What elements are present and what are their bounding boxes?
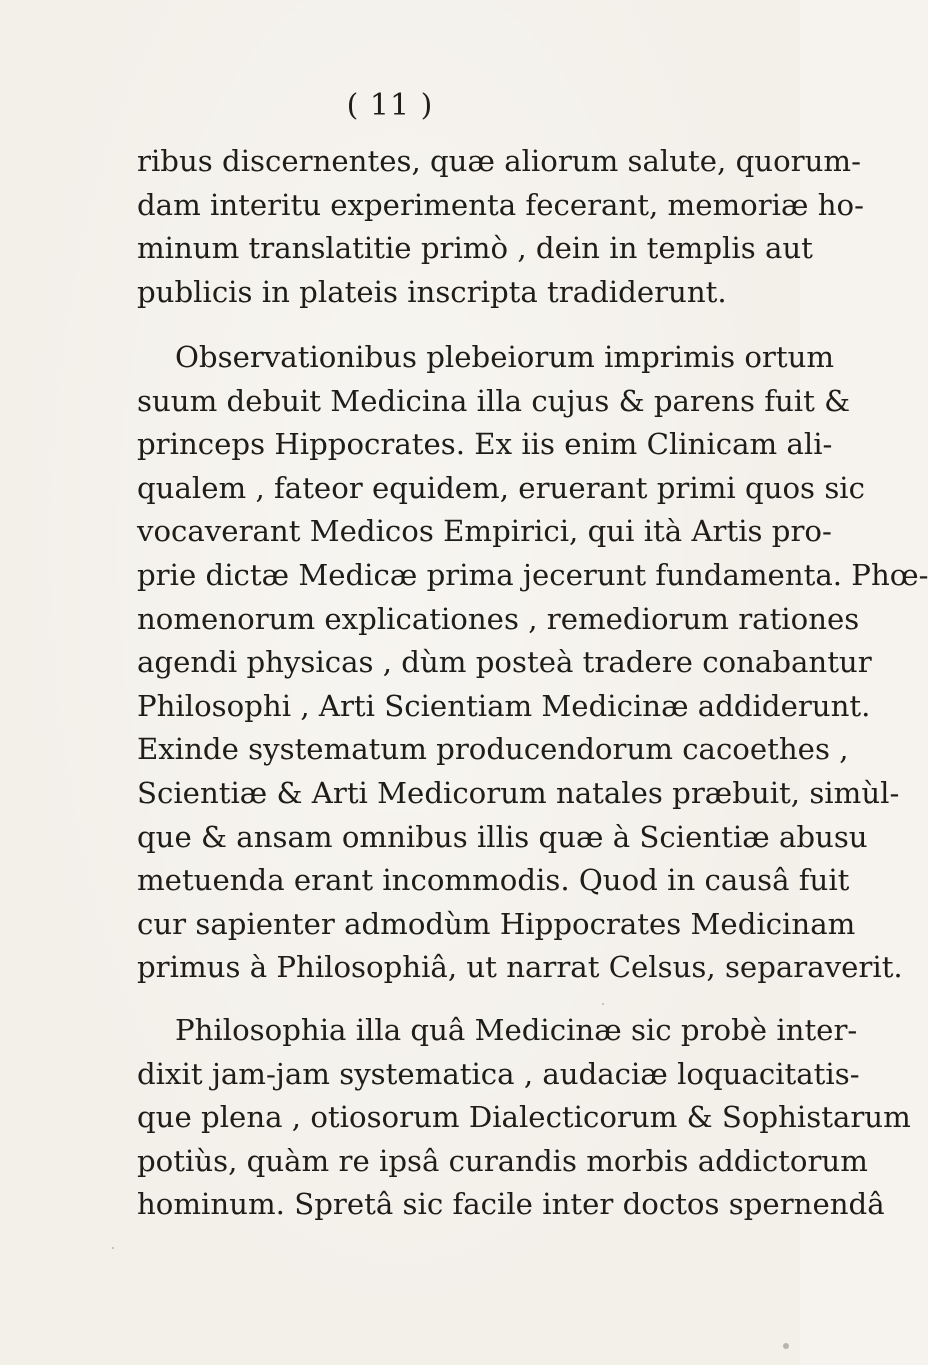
text-line: minum translatitie primò , dein in templis aut [137,231,813,266]
text-line: que & ansam omnibus illis quæ à Scientiæ abusu [137,819,868,854]
paragraph-3 [137,1009,911,1227]
text-line: agendi physicas , dùm posteà tradere conabantur [137,645,872,680]
text-line: ribus discernentes, quæ aliorum salute, quorum- [137,144,861,178]
text-line: vocaverant Medicos Empirici, qui ità Artis pro- [137,514,832,549]
paper-speck [783,1343,789,1349]
text-line: Philosophia illa quâ Medicinæ sic probè inter- [175,1013,858,1047]
text-line: que plena , otiosorum Dialecticorum & Sophistarum [137,1100,911,1135]
paragraph-1 [137,140,864,314]
text-line: metuenda erant incommodis. Quod in causâ fuit [137,863,850,898]
text-line: primus à Philosophiâ, ut narrat Celsus, separaverit. [137,950,903,985]
paper-speck [112,1247,114,1249]
paragraph-2 [137,336,928,990]
text-line: Scientiæ & Arti Medicorum natales præbuit, simùl- [137,775,900,810]
text-line: dixit jam-jam systematica , audaciæ loquacitatis- [137,1056,860,1091]
text-line: dam interitu experimenta fecerant, memoriæ ho- [137,187,864,222]
text-line: princeps Hippocrates. Ex iis enim Clinicam ali- [137,427,833,462]
text-line: potiùs, quàm re ipsâ curandis morbis addictorum [137,1143,868,1178]
text-line: Philosophi , Arti Scientiam Medicinæ addiderunt. [137,688,871,723]
text-line: Exinde systematum producendorum cacoethes , [137,732,849,767]
page-number: ( 11 ) [346,88,434,123]
text-line: qualem , fateor equidem, eruerant primi quos sic [137,470,865,505]
text-line: publicis in plateis inscripta tradiderunt. [137,274,727,309]
text-line: hominum. Spretâ sic facile inter doctos spernendâ [137,1187,885,1222]
text-line: prie dictæ Medicæ prima jecerunt fundamenta. Phœ- [137,557,928,592]
text-line: suum debuit Medicina illa cujus & parens fuit & [137,383,851,418]
text-line: Observationibus plebeiorum imprimis ortum [175,340,835,374]
paper-speck [602,1003,604,1005]
text-line: nomenorum explicationes , remediorum rationes [137,601,860,636]
text-line: cur sapienter admodùm Hippocrates Medicinam [137,906,856,941]
